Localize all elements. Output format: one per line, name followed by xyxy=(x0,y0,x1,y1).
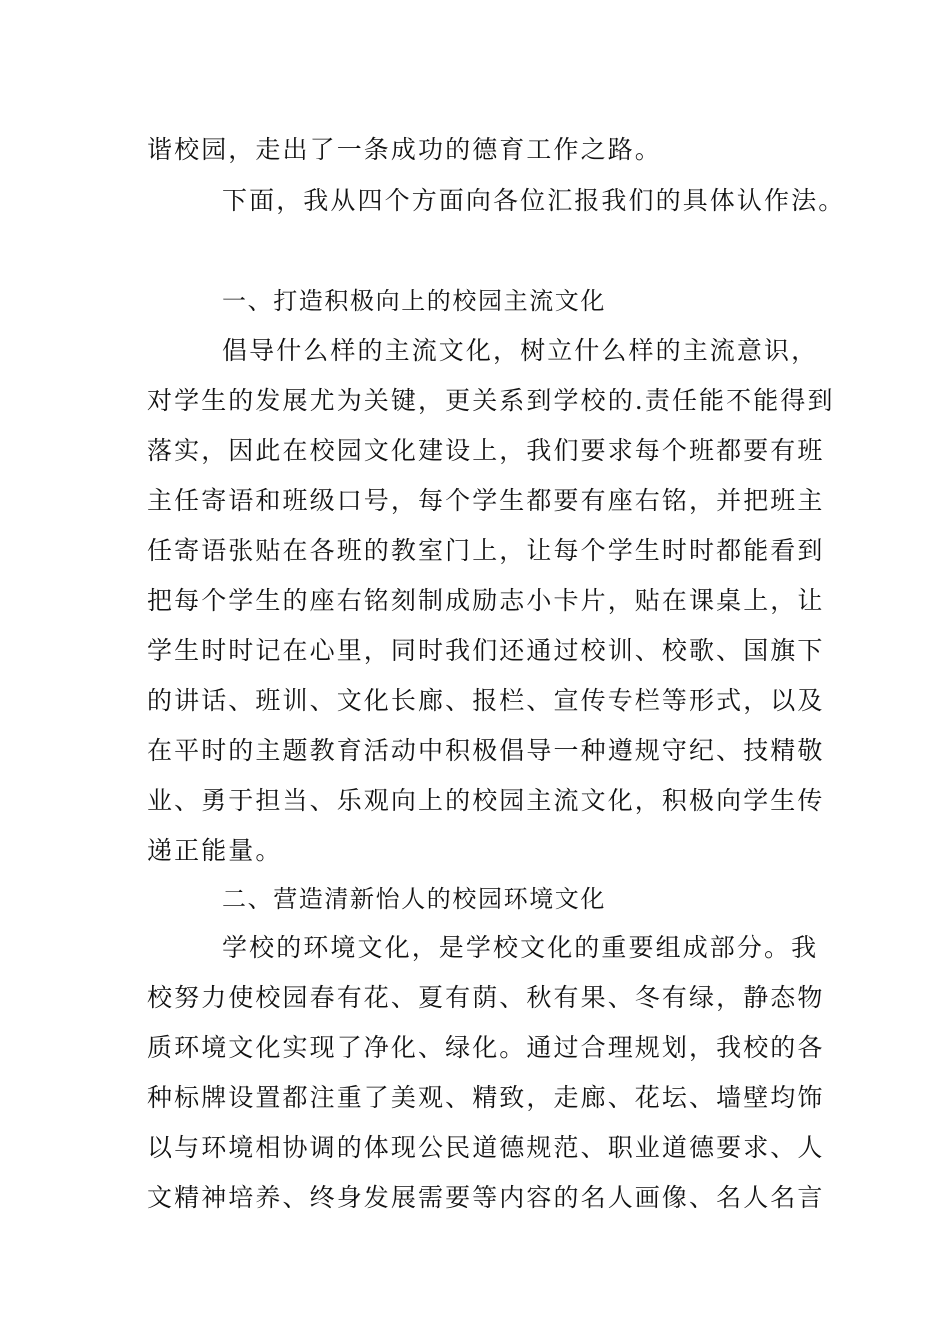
section-heading: 二、营造清新怡人的校园环境文化 xyxy=(222,885,606,913)
text-line: 学生时时记在心里，同时我们还通过校训、校歌、国旗下 xyxy=(147,636,825,665)
text-line: 业、勇于担当、乐观向上的校园主流文化，积极向学生传 xyxy=(147,786,825,815)
text-line: 质环境文化实现了净化、绿化。通过合理规划，我校的各 xyxy=(147,1033,825,1062)
text-line: 学校的环境文化，是学校文化的重要组成部分。我 xyxy=(222,933,819,962)
text-line: 校努力使校园春有花、夏有荫、秋有果、冬有绿，静态物 xyxy=(147,983,825,1012)
text-line: 下面，我从四个方面向各位汇报我们的具体认作法。 xyxy=(222,186,846,215)
text-line: 的讲话、班训、文化长廊、报栏、宣传专栏等形式，以及 xyxy=(147,686,825,715)
text-line: 对学生的发展尤为关键，更关系到学校的.责任能不能得到 xyxy=(147,386,835,415)
section-heading: 一、打造积极向上的校园主流文化 xyxy=(222,287,606,315)
text-line: 倡导什么样的主流文化，树立什么样的主流意识， xyxy=(222,336,819,365)
text-line: 在平时的主题教育活动中积极倡导一种遵规守纪、技精敬 xyxy=(147,736,825,765)
text-line: 种标牌设置都注重了美观、精致，走廊、花坛、墙壁均饰 xyxy=(147,1083,825,1112)
text-line: 递正能量。 xyxy=(147,836,283,865)
text-line: 把每个学生的座右铭刻制成励志小卡片，贴在课桌上，让 xyxy=(147,586,825,615)
text-line: 文精神培养、终身发展需要等内容的名人画像、名人名言 xyxy=(147,1183,825,1212)
text-line: 落实，因此在校园文化建设上，我们要求每个班都要有班 xyxy=(147,436,825,465)
text-line: 以与环境相协调的体现公民道德规范、职业道德要求、人 xyxy=(147,1133,825,1162)
text-line: 主任寄语和班级口号，每个学生都要有座右铭，并把班主 xyxy=(147,486,825,515)
text-line: 谐校园，走出了一条成功的德育工作之路。 xyxy=(147,135,662,164)
text-line: 任寄语张贴在各班的教室门上，让每个学生时时都能看到 xyxy=(147,536,825,565)
